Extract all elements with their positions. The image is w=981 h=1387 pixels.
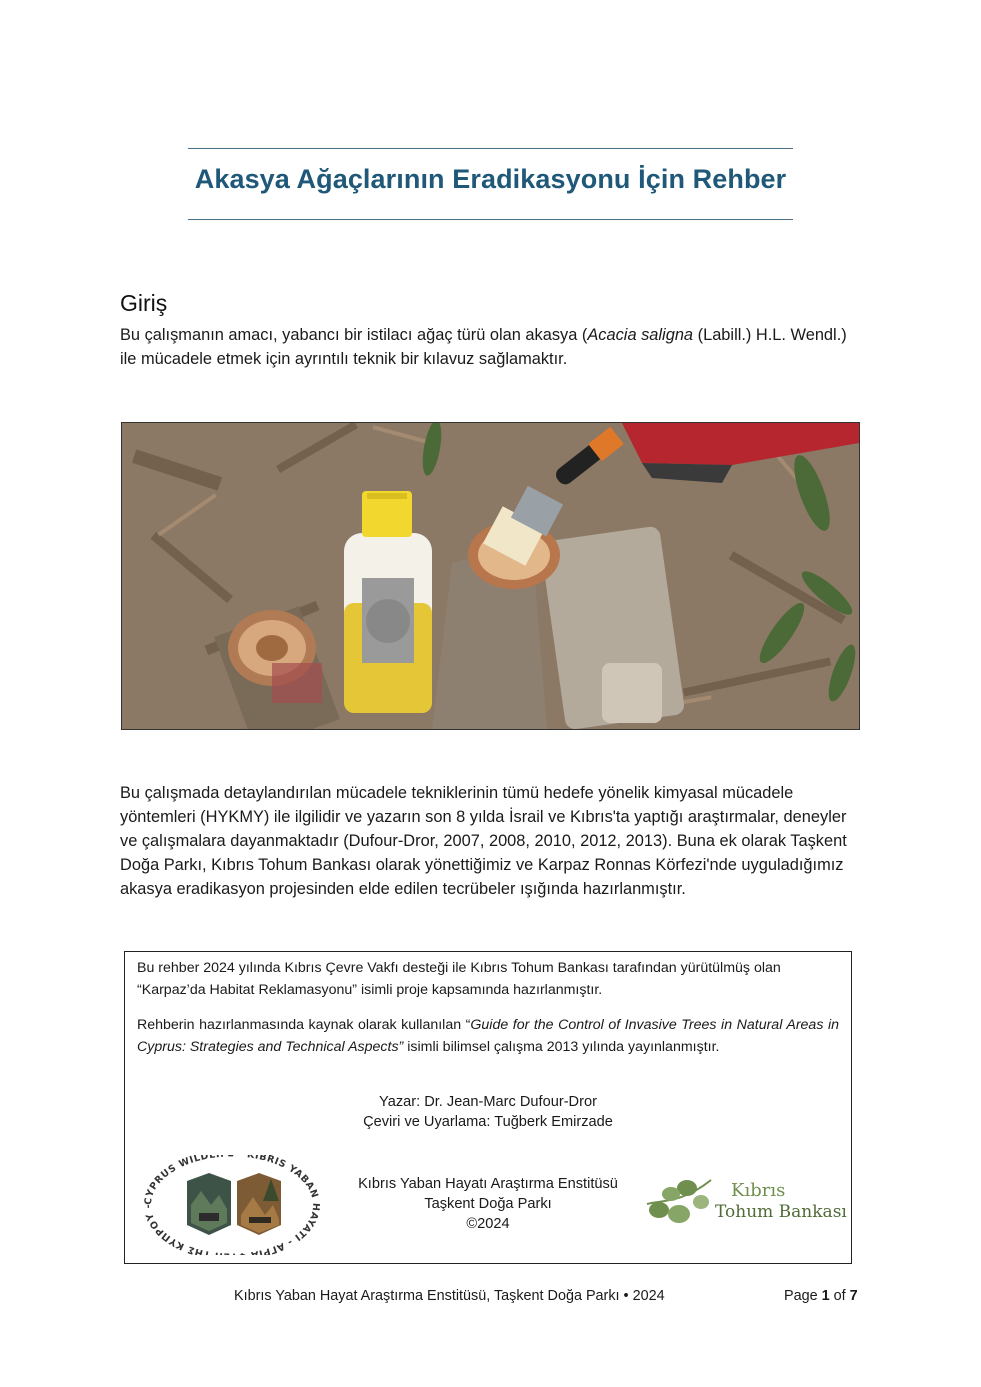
page-indicator: Page 1 of 7 (784, 1288, 858, 1304)
title-rule-top (188, 148, 793, 149)
credits-box (124, 951, 852, 1264)
footer-text: Kıbrıs Yaban Hayat Araştırma Enstitüsü, Taşkent Doğa Parkı • 2024 (234, 1288, 665, 1304)
leaves-icon (641, 1174, 713, 1230)
species-name: Acacia saligna (587, 326, 694, 344)
seed-bank-name-1: Kıbrıs (731, 1180, 786, 1201)
section-heading-intro: Giriş (120, 290, 168, 316)
author-line: Yazar: Dr. Jean-Marc Dufour-Dror (379, 1094, 597, 1110)
credits-paragraph-2: Rehberin hazırlanmasında kaynak olarak kullanılan “Guide for the Control of Invasive Trees in Natural Areas in Cyprus: Strategies and Technical Aspects” isimli bilimsel çalışma 2013 yılında yayınlanmıştır. (137, 1017, 839, 1055)
intro-paragraph: Bu çalışmanın amacı, yabancı bir istilacı ağaç türü olan akasya (Acacia saligna (Labill.) H.L. Wendl.) ile mücadele etmek için ayrıntılı teknik bir kılavuz sağlamaktır. (120, 326, 847, 368)
org-line-1: Kıbrıs Yaban Hayatı Araştırma Enstitüsü (358, 1176, 618, 1192)
seed-bank-name-2: Tohum Bankası (715, 1202, 847, 1222)
title-rule-bottom (188, 219, 793, 220)
source-title: Guide for the Control of Invasive Trees in Natural Areas in Cyprus: Strategies and Technical Aspects” (137, 1017, 839, 1055)
svg-text:CYPRUS WILDLIFE - KIBRIS YABAN: CYPRUS WILDL KIBRIS YABAN HAYATI - ΑΓΡΙΑ ΤΗΣ ΚΥΠΡΟΥ - (142, 1155, 322, 1255)
page-current: 1 (821, 1288, 830, 1304)
methods-paragraph: Bu çalışmada detaylandırılan mücadele tekniklerinin tümü hedefe yönelik kimyasal mücadele yöntemleri (HYKMY) ile ilgilidir ve yazarın son 8 yılda İsrail ve Kıbrıs'ta yaptığı araştırmalar, deneyler ve çalışmalara dayanmaktadır (Dufour-Dror, 2007, 2008, 2010, 2012, 2013). Buna ek olarak Taşkent Doğa Parkı, Kıbrıs Tohum Bankası olarak yönettiğimiz ve Karpaz Ronnas Körfezi'nde uyguladığımız akasya eradikasyon projesinden elde edilen tecrübeler ışığında hazırlanmıştır. (120, 784, 847, 898)
document-title: Akasya Ağaçlarının Eradikasyonu İçin Rehber (194, 164, 787, 194)
translation-line: Çeviri ve Uyarlama: Tuğberk Emirzade (363, 1114, 613, 1130)
page-total: 7 (849, 1288, 858, 1304)
stump-treatment-photo (121, 422, 860, 730)
photo-illustration (122, 423, 859, 729)
seed-bank-logo (641, 1174, 846, 1234)
org-line-2: Taşkent Doğa Parkı (424, 1196, 552, 1212)
credits-paragraph-1: Bu rehber 2024 yılında Kıbrıs Çevre Vakfı desteği ile Kıbrıs Tohum Bankası tarafından yürütülmüş olan “Karpaz’da Habitat Reklamasyonu” isimli proje kapsamında hazırlanmıştır. (137, 960, 781, 998)
copyright-line: ©2024 (466, 1216, 510, 1232)
